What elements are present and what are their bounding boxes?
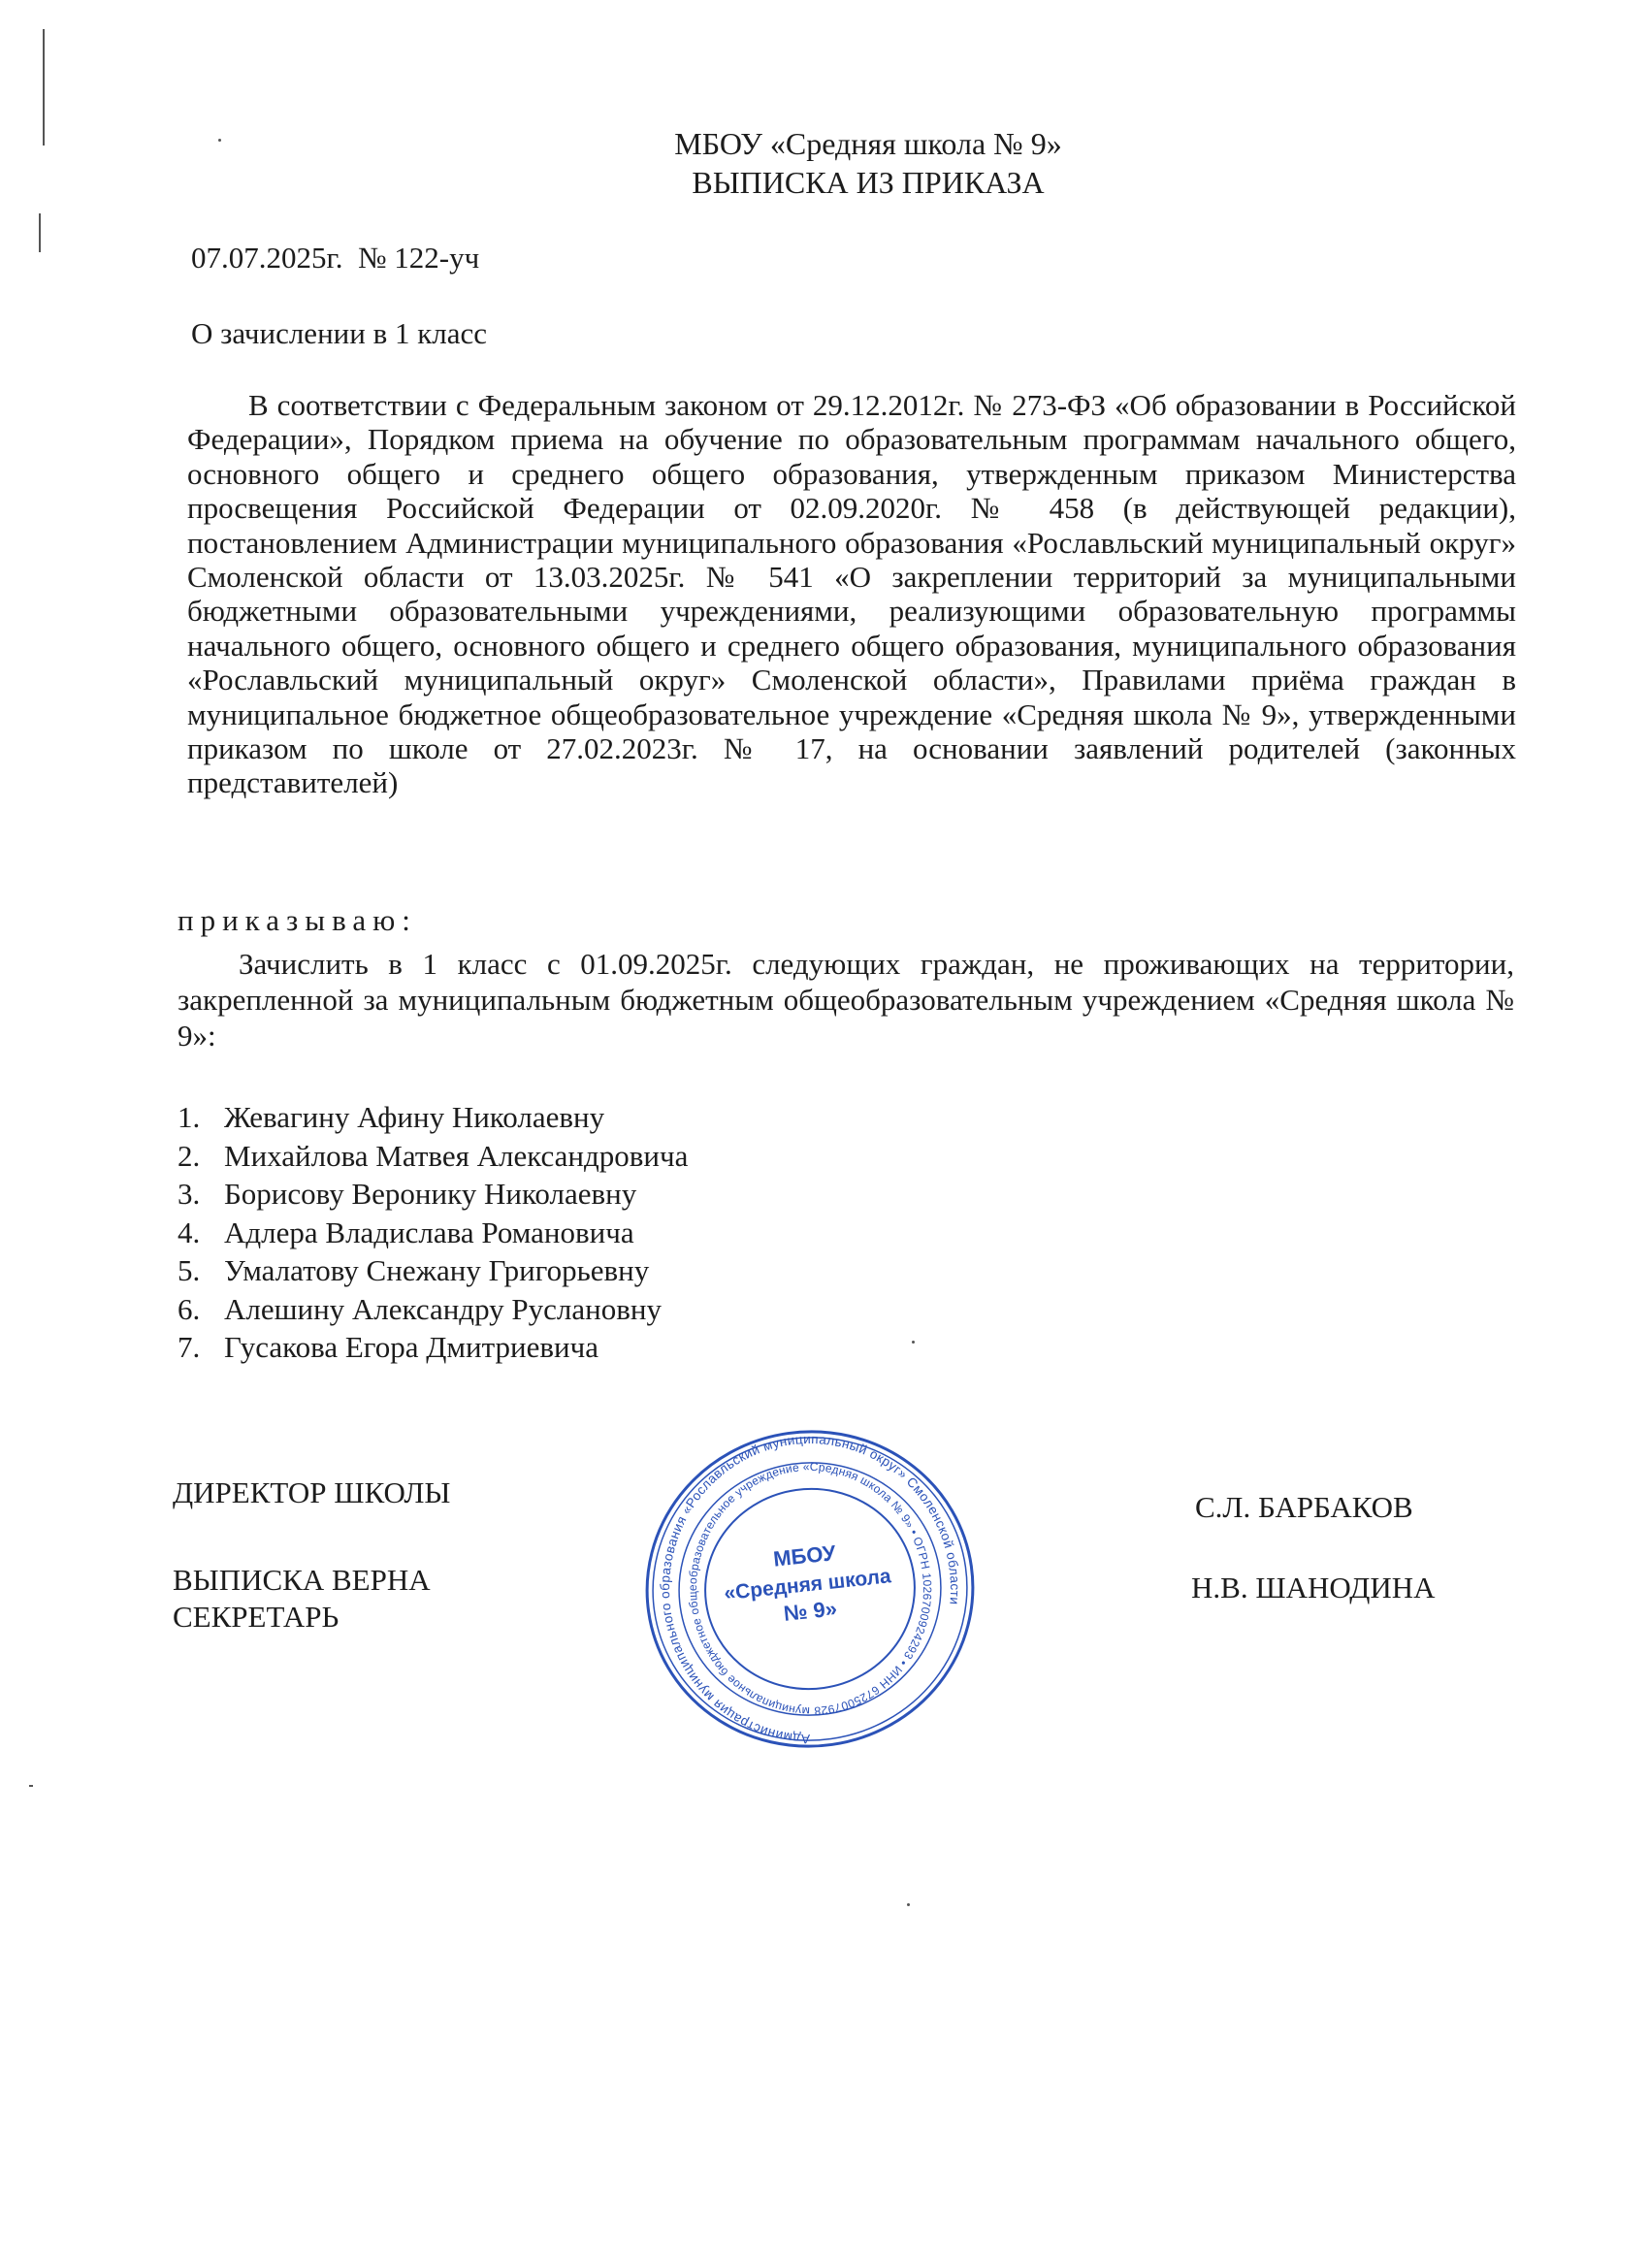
- stamp-center-line3: № 9»: [782, 1596, 839, 1626]
- stamp-center-line2: «Средняя школа: [723, 1565, 892, 1605]
- list-item: [178, 1328, 688, 1367]
- list-item: [178, 1137, 688, 1176]
- school-name: МБОУ «Средняя школа № 9»: [674, 126, 1062, 161]
- list-number: 2.: [178, 1138, 201, 1173]
- student-name: Михайлова Матвея Александровича: [224, 1138, 689, 1173]
- student-name: Борисову Веронику Николаевну: [224, 1177, 637, 1211]
- official-stamp: [635, 1424, 985, 1754]
- order-word: приказываю:: [178, 903, 417, 937]
- list-number: 3.: [178, 1177, 201, 1211]
- list-number: 6.: [178, 1291, 201, 1326]
- director-title: ДИРЕКТОР ШКОЛЫ: [173, 1475, 451, 1509]
- preamble-paragraph: В соответствии с Федеральным законом от 29.12.2012г. № 273-ФЗ «Об образовании в Российской Федерации», Порядком приема на обучение по образовательным программам начального общего, основного общего и среднего общего образования, утвержденным приказом Министерства просвещения Российской Федерации от 02.09.2020г. № 458 (в действующей редакции), постановлением Администрации муниципального образования «Рославльский муниципальный округ» Смоленской области от 13.03.2025г. № 541 «О закреплении территорий за муниципальными бюджетными образовательными учреждениями, реализующими образовательную программы начального общего, основного общего и среднего общего образования, муниципального образования «Рославльский муниципальный округ» Смоленской области», Правилами приёма граждан в муниципальное бюджетное общеобразовательное учреждение «Средняя школа № 9», утвержденными приказом по школе от 27.02.2023г. № 17, на основании заявлений родителей (законных представителей): [187, 388, 1516, 800]
- list-item: [178, 1214, 688, 1252]
- order-date-number: 07.07.2025г. № 122-уч: [191, 241, 480, 275]
- director-name: С.Л. БАРБАКОВ: [1195, 1490, 1413, 1524]
- list-item: [178, 1251, 688, 1290]
- student-name: Алешину Александру Руслановну: [224, 1291, 662, 1326]
- scan-edge-mark: [39, 213, 41, 252]
- scan-speck: [29, 1785, 33, 1787]
- extract-correct-label: ВЫПИСКА ВЕРНА: [173, 1563, 431, 1597]
- order-subject: О зачислении в 1 класс: [191, 316, 488, 350]
- list-number: 4.: [178, 1215, 201, 1249]
- list-number: 1.: [178, 1100, 201, 1134]
- student-name: Гусакова Егора Дмитриевича: [224, 1330, 598, 1364]
- student-list: [178, 1098, 688, 1367]
- document-header: [0, 124, 1649, 202]
- list-item: [178, 1098, 688, 1137]
- scan-speck: [907, 1903, 910, 1906]
- student-name: Умалатову Снежану Григорьевну: [224, 1253, 650, 1287]
- student-name: Жевагину Афину Николаевну: [224, 1100, 605, 1134]
- student-name: Адлера Владислава Романовича: [224, 1215, 634, 1249]
- list-number: 5.: [178, 1253, 201, 1287]
- enrollment-paragraph: Зачислить в 1 класс с 01.09.2025г. следующих граждан, не проживающих на территории, закрепленной за муниципальным бюджетным общеобразовательным учреждением «Средняя школа № 9»:: [178, 947, 1514, 1053]
- secretary-name: Н.В. ШАНОДИНА: [1191, 1571, 1436, 1604]
- stamp-outer-text: Администрация муниципального образования «Рославльский муниципальный округ» Смоленской области: [657, 1431, 963, 1747]
- stamp-inner-text: муниципальное бюджетное общеобразовательное учреждение «Средняя школа № 9» • ОГРН 1026700924293 • ИНН 6725007928: [685, 1459, 935, 1719]
- list-item: [178, 1175, 688, 1214]
- scan-speck: [218, 139, 221, 142]
- secretary-title: СЕКРЕТАРЬ: [173, 1600, 340, 1634]
- document-type: ВЫПИСКА ИЗ ПРИКАЗА: [692, 165, 1045, 200]
- list-number: 7.: [178, 1330, 201, 1364]
- list-item: [178, 1290, 688, 1329]
- scan-speck: [912, 1341, 915, 1344]
- stamp-center-line1: МБОУ: [772, 1540, 837, 1571]
